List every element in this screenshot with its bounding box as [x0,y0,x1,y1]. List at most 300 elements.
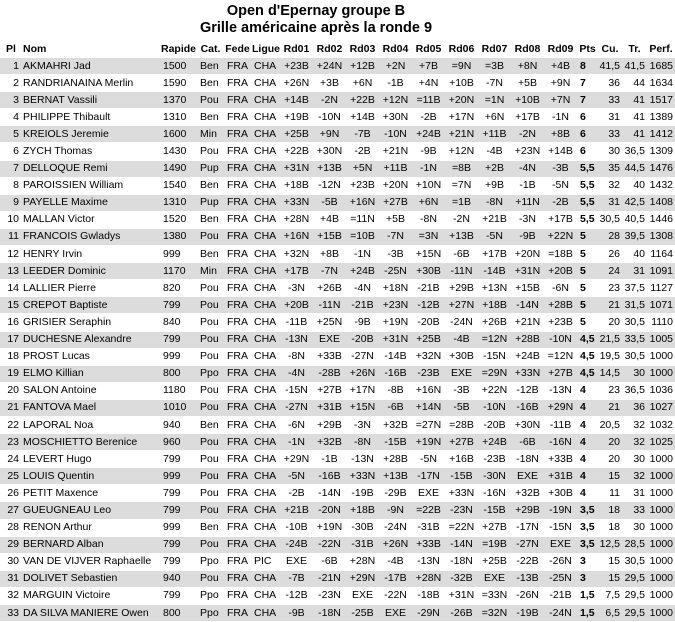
table-cell: CHA [251,194,280,211]
table-cell: +18B [280,177,313,194]
table-cell: 18 [598,519,622,536]
table-cell: +32B [313,434,346,451]
table-cell: 18 [598,502,622,519]
table-cell: CHA [251,382,280,399]
table-cell: VAN DE VIJVER Raphaelle [22,553,160,570]
table-cell: -2B [544,194,577,211]
table-cell: -18B [412,587,445,604]
table-cell: 33,5 [622,331,647,348]
table-cell: 12,5 [598,536,622,553]
table-cell: 1000 [647,502,675,519]
table-cell: Pou [197,297,224,314]
table-cell: 31,5 [622,297,647,314]
table-cell: -9B [412,143,445,160]
table-cell: 40 [622,177,647,194]
table-cell: -15B [379,434,412,451]
table-cell: 1180 [160,382,197,399]
table-cell: =28B [445,416,478,433]
table-cell: =12N [544,348,577,365]
table-cell: KREIOLS Jeremie [22,126,160,143]
table-cell: +26B [478,314,511,331]
table-cell: 799 [160,587,197,604]
table-row [0,570,675,587]
table-cell: 1091 [647,263,675,280]
table-cell: Pup [197,160,224,177]
column-header: Rd07 [478,41,511,58]
table-cell: 11 [598,485,622,502]
table-cell: 1000 [647,365,675,382]
table-cell: FRA [224,570,251,587]
table-cell: -19N [544,502,577,519]
table-cell: 17 [0,331,22,348]
table-cell: +26N [346,365,379,382]
table-cell: CHA [251,280,280,297]
table-cell: -31B [412,519,445,536]
table-cell: 1000 [647,605,675,622]
table-cell: +20N [511,246,544,263]
table-cell: +12N [379,92,412,109]
table-cell: -16N [478,485,511,502]
table-cell: -3N [280,280,313,297]
table-cell: +25B [478,553,511,570]
table-cell: 1634 [647,75,675,92]
table-cell: +26N [379,536,412,553]
table-cell: FRA [224,399,251,416]
table-cell: 30,5 [622,314,647,331]
table-cell: 1309 [647,143,675,160]
table-cell: 6 [0,143,22,160]
table-cell: -24N [544,605,577,622]
table-cell: 4 [577,468,598,485]
table-row [0,246,675,263]
table-cell: Pou [197,434,224,451]
table-cell: CHA [251,434,280,451]
table-cell: 1685 [647,58,675,75]
table-cell: -21B [412,280,445,297]
table-cell: -8N [346,434,379,451]
table-row [0,92,675,109]
table-cell: -2N [445,211,478,228]
table-cell: -3B [445,382,478,399]
table-cell: 4 [577,451,598,468]
table-cell: ZYCH Thomas [22,143,160,160]
table-cell: Pou [197,143,224,160]
table-cell: PIC [251,553,280,570]
table-row [0,416,675,433]
table-cell: 29,5 [622,587,647,604]
table-cell: -10B [280,519,313,536]
table-cell: FRA [224,143,251,160]
table-cell: PAYELLE Maxime [22,194,160,211]
table-cell: +11N [511,194,544,211]
table-cell: +24N [313,58,346,75]
table-cell: 1000 [647,451,675,468]
table-row [0,485,675,502]
table-cell: 29,5 [622,570,647,587]
table-cell: CHA [251,536,280,553]
table-cell: 30 [0,553,22,570]
table-cell: 3 [577,570,598,587]
table-cell: 5,5 [577,177,598,194]
table-cell: Ben [197,75,224,92]
table-cell: 7,5 [598,587,622,604]
table-cell: +28N [280,211,313,228]
table-row [0,365,675,382]
table-cell: -16B [511,399,544,416]
table-cell: -2N [313,92,346,109]
table-cell: 800 [160,365,197,382]
table-cell: CHA [251,211,280,228]
table-cell: FRA [224,314,251,331]
table-cell: FRA [224,194,251,211]
table-cell: +18N [379,280,412,297]
table-row [0,399,675,416]
table-cell: 999 [160,468,197,485]
table-cell: -18N [445,553,478,570]
table-cell: 1071 [647,297,675,314]
column-header: Fede [224,41,251,58]
table-cell: +11B [478,126,511,143]
table-cell: -21B [346,297,379,314]
table-cell: -25B [346,605,379,622]
table-cell: -24N [445,314,478,331]
table-cell: +20N [445,92,478,109]
table-cell: 19,5 [598,348,622,365]
table-cell: FRA [224,126,251,143]
table-cell: 30 [622,519,647,536]
table-cell: 21 [598,399,622,416]
table-cell: -12B [412,297,445,314]
table-cell: 1430 [160,143,197,160]
table-cell: +4N [412,75,445,92]
table-cell: -3N [511,211,544,228]
table-cell: -10N [379,126,412,143]
table-cell: HENRY Irvin [22,246,160,263]
table-cell: Ben [197,211,224,228]
table-cell: Pup [197,194,224,211]
table-cell: FRA [224,177,251,194]
table-cell: Ben [197,416,224,433]
table-cell: Pou [197,92,224,109]
table-cell: FRA [224,160,251,177]
table-cell: CHA [251,58,280,75]
table-cell: 960 [160,434,197,451]
table-cell: 20 [0,382,22,399]
table-cell: -1N [346,246,379,263]
column-header: Ligue [251,41,280,58]
table-cell: DUCHESNE Alexandre [22,331,160,348]
table-cell: Min [197,263,224,280]
table-cell: Pou [197,399,224,416]
table-cell: +30N [379,109,412,126]
table-cell: 800 [160,605,197,622]
column-header: Rd06 [445,41,478,58]
table-cell: +24B [412,126,445,143]
table-cell: 30 [622,365,647,382]
table-cell: 42,5 [622,194,647,211]
table-cell: FRA [224,75,251,92]
table-row [0,314,675,331]
table-cell: +29N [544,399,577,416]
table-cell: CHA [251,160,280,177]
table-cell: +13B [313,160,346,177]
table-cell: 799 [160,331,197,348]
table-cell: 4 [577,485,598,502]
table-cell: -14N [511,297,544,314]
table-cell: 799 [160,297,197,314]
table-cell: 31 [598,194,622,211]
table-cell: +8B [544,126,577,143]
column-header: Tr. [622,41,647,58]
table-cell: 840 [160,314,197,331]
table-cell: -24N [379,519,412,536]
table-cell: Ppo [197,553,224,570]
table-cell: +25B [412,331,445,348]
table-cell: GRISIER Seraphin [22,314,160,331]
table-cell: -19B [346,485,379,502]
table-cell: 1127 [647,280,675,297]
table-cell: 31 [622,485,647,502]
table-cell: CHA [251,75,280,92]
table-cell: +24B [511,348,544,365]
table-cell: -20B [412,314,445,331]
table-cell: +29N [280,451,313,468]
table-cell: EXE [478,570,511,587]
table-row [0,280,675,297]
table-cell: -6B [445,246,478,263]
table-cell: 39,5 [622,228,647,245]
table-cell: -15N [544,519,577,536]
table-cell: FRA [224,587,251,604]
table-cell: 37,5 [622,280,647,297]
table-cell: 940 [160,570,197,587]
table-cell: -18N [511,451,544,468]
table-cell: CHA [251,263,280,280]
column-header: Pl [0,41,22,58]
table-cell: 40,5 [622,211,647,228]
table-cell: GUEUGNEAU Leo [22,502,160,519]
table-cell: 7 [577,75,598,92]
table-cell: +30B [544,485,577,502]
table-cell: -17B [379,570,412,587]
table-cell: 13 [0,263,22,280]
table-cell: +3B [313,75,346,92]
table-row [0,58,675,75]
table-cell: -6N [544,280,577,297]
table-cell: 4 [577,434,598,451]
table-cell: 14,5 [598,365,622,382]
table-cell: -28B [313,365,346,382]
table-cell: EXE [544,536,577,553]
column-header: Perf. [647,41,675,58]
table-row [0,297,675,314]
table-cell: 15 [0,297,22,314]
table-cell: +31N [379,331,412,348]
table-cell: 940 [160,416,197,433]
table-cell: -16B [313,468,346,485]
table-cell: 3,5 [577,536,598,553]
table-cell: -22B [511,553,544,570]
table-cell: +9N [544,75,577,92]
table-cell: 1025 [647,434,675,451]
table-cell: +28B [544,297,577,314]
table-row [0,143,675,160]
table-cell: -22N [379,587,412,604]
table-cell: CHA [251,399,280,416]
table-cell: 999 [160,519,197,536]
table-cell: -11N [313,297,346,314]
table-cell: 4,5 [577,331,598,348]
table-cell: +20B [280,297,313,314]
table-cell: 41,5 [598,58,622,75]
table-cell: Ppo [197,365,224,382]
column-header: Rd09 [544,41,577,58]
table-cell: -25N [379,263,412,280]
table-cell: 1412 [647,126,675,143]
table-cell: 8 [0,177,22,194]
table-cell: BERNARD Alban [22,536,160,553]
table-cell: 28 [0,519,22,536]
table-cell: 799 [160,485,197,502]
table-cell: AKMAHRI Jad [22,58,160,75]
table-cell: 27 [0,502,22,519]
table-cell: =22N [445,519,478,536]
table-cell: -17N [412,468,445,485]
table-cell: DELLOQUE Remi [22,160,160,177]
table-cell: -6B [379,399,412,416]
table-cell: 1000 [647,485,675,502]
table-cell: 24 [0,451,22,468]
table-cell: +33N [346,468,379,485]
table-cell: +28N [346,553,379,570]
table-cell: 44 [622,75,647,92]
table-row [0,109,675,126]
table-cell: 9 [0,194,22,211]
table-cell: 1389 [647,109,675,126]
table-cell: 1170 [160,263,197,280]
column-header: Cat. [197,41,224,58]
table-cell: PETIT Maxence [22,485,160,502]
table-cell: LEVERT Hugo [22,451,160,468]
table-cell: CHA [251,143,280,160]
table-cell: 35 [598,160,622,177]
table-cell: +8B [313,246,346,263]
table-cell: 23 [598,382,622,399]
table-cell: CHA [251,92,280,109]
table-cell: FRA [224,58,251,75]
table-cell: 14 [0,280,22,297]
table-cell: Pou [197,348,224,365]
table-cell: +26B [313,280,346,297]
table-cell: -4B [478,143,511,160]
table-cell: +32N [412,348,445,365]
table-cell: +23B [346,177,379,194]
table-cell: -5N [478,228,511,245]
table-cell: -27N [511,536,544,553]
table-cell: 3 [577,553,598,570]
table-cell: Pou [197,536,224,553]
table-cell: 1490 [160,160,197,177]
table-cell: 1,5 [577,587,598,604]
table-cell: +17B [280,263,313,280]
table-cell: CHA [251,365,280,382]
table-cell: 5,5 [577,194,598,211]
table-cell: -4N [346,280,379,297]
table-cell: +15B [511,280,544,297]
table-cell: LALLIER Pierre [22,280,160,297]
table-cell: CHA [251,416,280,433]
table-row [0,75,675,92]
table-cell: -3N [346,416,379,433]
table-cell: -15N [478,348,511,365]
table-row [0,451,675,468]
table-cell: 20 [598,434,622,451]
table-cell: -5B [445,399,478,416]
table-cell: +21N [511,314,544,331]
table-cell: 4,5 [577,365,598,382]
table-cell: 5 [577,280,598,297]
table-cell: -7B [346,126,379,143]
table-cell: 30 [598,143,622,160]
table-cell: Min [197,126,224,143]
column-header: Rapide [160,41,197,58]
table-cell: +17B [478,246,511,263]
table-cell: +19N [412,434,445,451]
table-cell: 16 [0,314,22,331]
table-cell: -11B [544,416,577,433]
table-cell: Ppo [197,605,224,622]
table-cell: 1432 [647,177,675,194]
table-cell: 799 [160,451,197,468]
table-cell: +33N [511,365,544,382]
table-cell: +21N [379,143,412,160]
table-cell: EXE [313,331,346,348]
table-cell: +9B [478,177,511,194]
table-cell: 36 [622,399,647,416]
table-cell: -4N [511,160,544,177]
table-cell: -21N [313,570,346,587]
table-cell: FRA [224,109,251,126]
standings-table [0,41,675,622]
table-cell: 41,5 [622,58,647,75]
table-cell: Ben [197,519,224,536]
table-cell: =8B [445,160,478,177]
table-cell: +18B [478,297,511,314]
table-cell: 33 [598,126,622,143]
table-cell: 1500 [160,58,197,75]
table-cell: FRA [224,536,251,553]
table-cell: +31N [280,160,313,177]
table-cell: Pou [197,502,224,519]
column-header: Nom [22,41,160,58]
table-row [0,553,675,570]
table-cell: 20 [598,314,622,331]
table-cell: 1000 [647,570,675,587]
table-row [0,263,675,280]
table-cell: -2N [511,126,544,143]
table-cell: -25N [544,570,577,587]
table-cell: -13N [280,331,313,348]
table-cell: +29B [511,502,544,519]
table-cell: +31B [313,399,346,416]
table-cell: 6 [577,109,598,126]
table-header [0,41,675,58]
table-cell: +15N [412,246,445,263]
table-cell: +28B [379,451,412,468]
table-cell: -1N [280,434,313,451]
table-cell: -8N [478,194,511,211]
table-cell: 5 [577,263,598,280]
